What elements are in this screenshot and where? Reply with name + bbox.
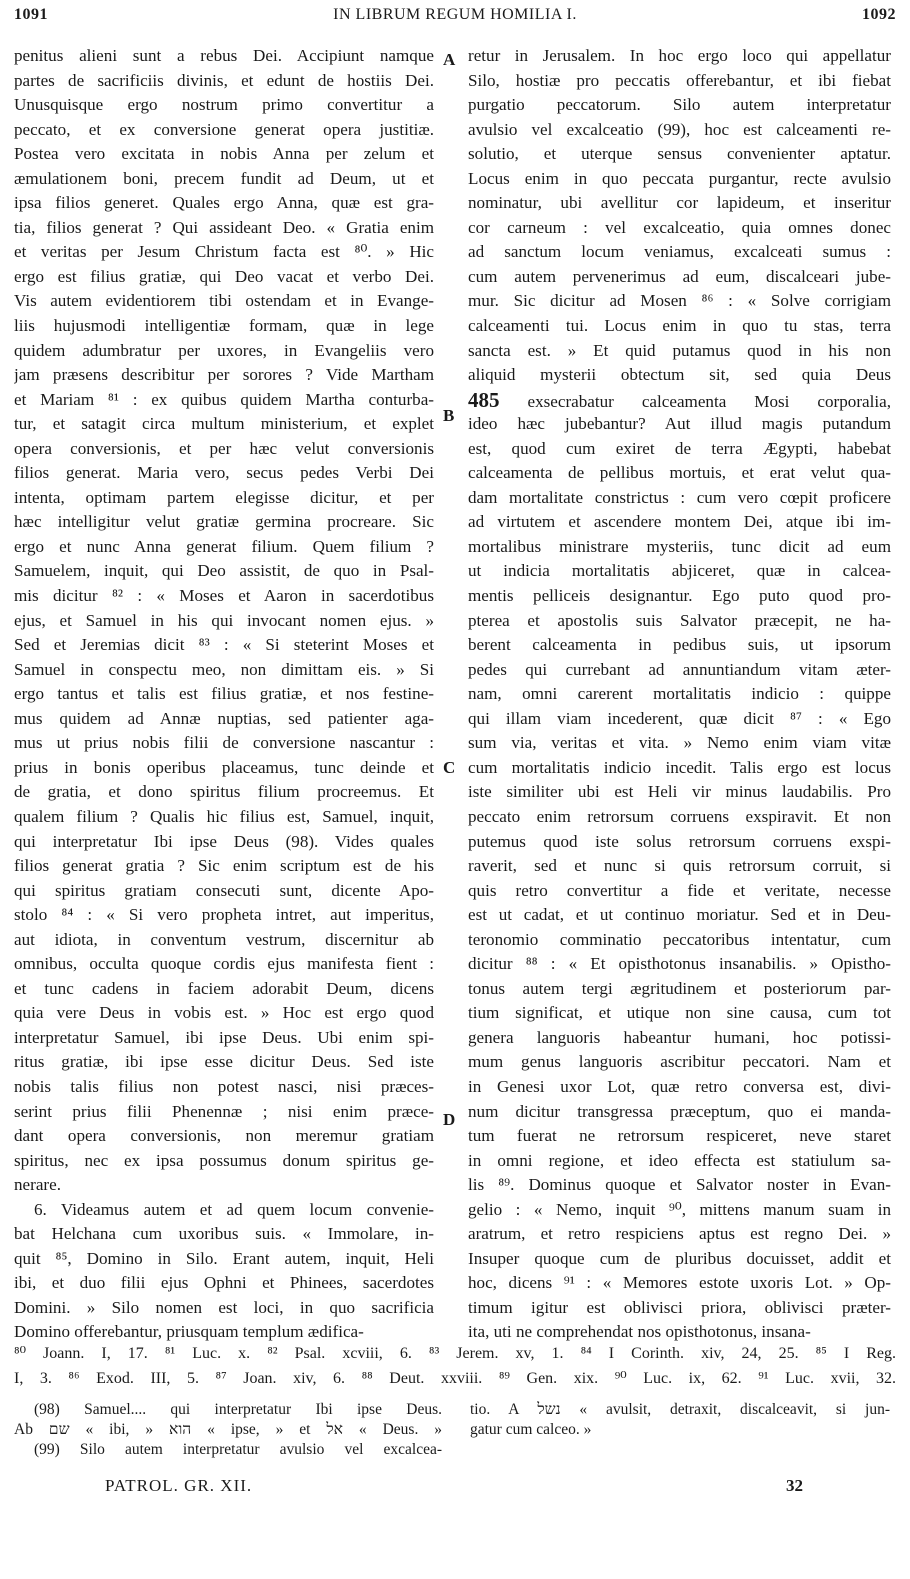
text-line: dicitur ⁸⁸ : « Et opisthotonus insanabilis. » Opistho- (468, 954, 891, 974)
text-line: ergo et nunc Anna generat filium. Quem filium ? (14, 536, 434, 556)
text-line: ibi, et duo filii ejus Ophni et Phinees, sacerdotes (14, 1273, 434, 1293)
text-line: Samuelem, inquit, qui Deo assistit, de quo in Psal- (14, 561, 434, 581)
text-line: tium significat, et utique non sine causa, cum tot (468, 1003, 891, 1023)
text-line: quia vere Deus in vobis est. » Hoc est ergo quod (14, 1003, 434, 1023)
column-number-inline: 485 (468, 387, 500, 412)
text-line: berent calceamenta in pedibus suis, ut ipsorum (468, 635, 891, 655)
text-line: Ab שם « ibi, » הוא « ipse, » et אל « Deus. » (14, 1421, 442, 1438)
page-number: 32 (786, 1476, 803, 1495)
text-line: Sed et Jeremias dicit ⁸³ : « Si steterint Moses et (14, 635, 434, 655)
text-line: dam mortalitate constrictus : cum vero cœpit proficere (468, 487, 891, 507)
text-line: stolo ⁸⁴ : « Si vero propheta intret, aut imperitus, (14, 905, 434, 925)
text-line: qui illam viam incederent, quæ dicit ⁸⁷ : « Ego (468, 708, 891, 728)
text-line: timum igitur est oblivisci priora, oblivisci præter- (468, 1297, 891, 1317)
text-line: calceamenti tui. Locus enim in quo tu stas, terra (468, 316, 891, 336)
text-line: liis hujusmodi intelligentiæ formam, quæ in lege (14, 316, 434, 336)
text-line: peccato enim retrorsum corruens exspiravit. Et non (468, 806, 891, 826)
text-line: Unusquisque ergo nostrum primo convertitur a (14, 95, 434, 115)
text-line: qui interpretatur Ibi ipse Deus (98). Vides quales (14, 831, 434, 851)
text-line: Domini. » Silo nomen est loci, in quo sacrificia (14, 1297, 434, 1317)
text-line: mus ut prius nobis filii de conversione nascantur : (14, 733, 434, 753)
text-line: ut indicia mortalitatis abjiceret, quæ in calcea- (468, 561, 891, 581)
text-line: aratrum, et retro respiciens aptus est regno Dei. » (468, 1224, 891, 1244)
text-line: et Mariam ⁸¹ : ex quibus quidem Martha conturba- (14, 389, 434, 409)
text-line: Domino offerebantur, priusquam templum ædifica- (14, 1322, 364, 1342)
text-line: interpretatur Samuel, ibi ipse Deus. Ubi enim spi- (14, 1027, 434, 1047)
text-line: mus quidem ad Annæ nuptias, sed patienter aga- (14, 708, 434, 728)
text-line: peccato, et ex conversione generat opera justitiæ. (14, 119, 434, 139)
text-line: cum mortalitatis indicio incedit. Talis ergo est locus (468, 757, 891, 777)
text-line: cor carneum : vel excalceatio, quia omnes donec (468, 217, 891, 237)
text-line: æmulationem boni, precem fundit ad Deum, ut et (14, 168, 434, 188)
text-line: retur in Jerusalem. In hoc ergo loco qui appellatur (468, 46, 891, 65)
text-line: tia, filios generat ? Qui assideant Deo. « Gratia enim (14, 217, 434, 237)
text-line: aliquid mysterii obtectum sit, sed quia Deus (468, 365, 891, 385)
text-line: ita, uti ne comprehendat nos opisthotonus, insana- (468, 1322, 811, 1342)
text-line: Silo, hostiæ pro peccatis offerebantur, et ibi fiebat (468, 70, 891, 90)
text-line: sancta est. » Et quid putamus quod in his non (468, 340, 891, 360)
text-line: nominatur, ubi avellitur cor lapideum, et inseritur (468, 193, 891, 213)
running-title: IN LIBRUM REGUM HOMILIA I. (333, 6, 577, 23)
text-line: mum genus languoris ascribitur peccatori. Nam et (468, 1052, 891, 1072)
text-line: filios generat gratia ? Sic enim scriptum est de his (14, 856, 434, 876)
text-line: et veritas per Jesum Christum facta est ⁸⁰. » Hic (14, 242, 434, 262)
text-line: (99) Silo autem interpretatur avulsio vel excalcea- (34, 1441, 442, 1458)
text-line: putemus quod iste solus retrorsum corruens exspi- (468, 831, 891, 851)
text-line: raverit, sed et nunc si quis retrorsum corruit, si (468, 856, 891, 876)
text-line: Vis autem evidentiorem tibi ostendam et in Evange- (14, 291, 434, 311)
footnotes-right (470, 1400, 890, 1440)
text-line: ipsa filios generet. Quales ergo Anna, quæ est gra- (14, 193, 434, 213)
text-line: cum autem pervenerimus ad eum, discalceari jube- (468, 266, 891, 286)
text-line: gelio : « Nemo, inquit ⁹⁰, mittens manum suam in (468, 1199, 891, 1219)
text-line: ergo est filius gratiæ, qui Deo vacat et verbo Dei. (14, 266, 434, 286)
text-line: genera languoris habeantur humani, hoc potissi- (468, 1027, 891, 1047)
text-line: num dicitur transgressa præceptum, quo ei manda- (468, 1101, 891, 1121)
text-line: 485 exsecrabatur calceamenta Mosi corporalia, (468, 387, 891, 412)
text-line: teronomio comminatio peccatoribus intentatur, cum (468, 929, 891, 949)
text-line: Insuper quoque cum de pluribus docuisset, addit et (468, 1248, 891, 1268)
text-line: nerare. (14, 1175, 61, 1195)
text-line: nobis talis filius non potest nasci, nisi præces- (14, 1076, 434, 1096)
scripture-references (14, 1342, 896, 1391)
text-line: penitus alieni sunt a rebus Dei. Accipiunt namque (14, 46, 434, 65)
text-line: solutio, et uterque sensus convenienter aptatur. (468, 144, 891, 164)
text-line: mis dicitur ⁸² : « Moses et Aaron in sacerdotibus (14, 586, 434, 606)
text-line: ejus, et Samuel in his qui invocant nomen ejus. » (14, 610, 434, 630)
margin-mark-a: A (443, 50, 456, 69)
text-line: tum fuerat ne retrorsum respiceret, neve staret (468, 1126, 891, 1146)
text-line: ad virtutem et ascendere montem Dei, atque ibi im- (468, 512, 891, 532)
text-line: mentis pelliceis designantur. Ego puto quod pro- (468, 586, 891, 606)
text-line: in omni regione, et ideo effecta est statiulum sa- (468, 1150, 891, 1170)
text-line: jam præsens describitur per sorores ? Vide Martham (14, 365, 434, 385)
running-header (14, 6, 896, 32)
text-line: ⁸⁰ Joann. I, 17. ⁸¹ Luc. x. ⁸² Psal. xcviii, 6. ⁸³ Jerem. xv, 1. ⁸⁴ I Corinth. xiv, 24, 25. ⁸⁵ I Reg. (14, 1345, 896, 1362)
text-line: qui spiritus gratiam consecuti sunt, dicente Apo- (14, 880, 434, 900)
text-line: tonus autem tergi ægritudinem et posteriorum par- (468, 978, 891, 998)
text-line: mortalibus ministrare mysteriis, tunc dicit ad eum (468, 536, 891, 556)
text-line: nam, omni carerent mortalitatis indicio : quippe (468, 684, 891, 704)
text-line: (98) Samuel.... qui interpretatur Ibi ipse Deus. (34, 1401, 442, 1418)
text-line: calceamenta de pellibus mortuis, et erat velut qua- (468, 463, 891, 483)
text-line: ergo tantus et talis est filius gratiæ, et nos festine- (14, 684, 434, 704)
text-line: intenta, optimam partem elegisse dicitur, et per (14, 487, 434, 507)
text-line: dant opera conversionis, non meremur gratiam (14, 1126, 434, 1146)
text-line: pedes qui currebant ad annuntiandum vitam æter- (468, 659, 891, 679)
margin-mark-c: C (443, 758, 456, 777)
footnotes-left (14, 1400, 442, 1460)
text-line: hoc, dicens ⁹¹ : « Memores estote uxoris Lot. » Op- (468, 1273, 891, 1293)
text-line: in Genesi uxor Lot, quæ retro conversa est, divi- (468, 1076, 891, 1096)
text-line: sum via, veritas et vita. » Nemo enim viam vitæ (468, 733, 891, 753)
text-line: spiritus, nec ex ipsa possumus donum spiritus ge- (14, 1150, 434, 1170)
text-line: partes de sacrificiis divinis, et edunt de hostiis Dei. (14, 70, 434, 90)
text-line: opera conversionis, et per hæc velut conversionis (14, 438, 434, 458)
text-line: Locus enim in quo peccata purgantur, recte avulsio (468, 168, 891, 188)
text-line: mur. Sic dicitur ad Mosen ⁸⁶ : « Solve corrigiam (468, 291, 891, 311)
text-line: I, 3. ⁸⁶ Exod. III, 5. ⁸⁷ Joan. xiv, 6. ⁸⁸ Deut. xxviii. ⁸⁹ Gen. xix. ⁹⁰ Luc. ix, 62. ⁹¹ Luc. xvii, 32. (14, 1369, 896, 1387)
text-line: quidem adumbratur per uxores, in Evangeliis vero (14, 340, 434, 360)
text-line: ad sanctum locum veniamus, excalceati sumus : (468, 242, 891, 262)
text-line: Postea vero excitata in nobis Anna per zelum et (14, 144, 434, 164)
text-line: et tunc cadens in faciem adorabit Deum, dicens (14, 978, 434, 998)
text-line: pterea et apostolis suis Salvator præcepit, ne ha- (468, 610, 891, 630)
text-line: est, quod cum exiret de terra Ægypti, habebat (468, 438, 891, 458)
left-text-column (14, 44, 434, 1345)
left-column-number: 1091 (14, 6, 48, 23)
signature-mark: PATROL. GR. XII. (105, 1476, 253, 1495)
text-line: Samuel in conspectu meo, non dimittam eis. » Si (14, 659, 434, 679)
text-line: 6. Videamus autem et ad quem locum convenie- (34, 1199, 434, 1219)
text-line: purgatio peccatorum. Silo autem interpretatur (468, 95, 891, 115)
right-column-number: 1092 (862, 6, 896, 23)
text-line: hæc intelligitur velut gratiæ germina procreare. Sic (14, 512, 434, 532)
text-line: prius in bonis operibus placeamus, tunc deinde et (14, 757, 434, 777)
text-line: ideo hæc jubebantur? Aut illud magis putandum (468, 414, 891, 434)
margin-mark-d: D (443, 1110, 456, 1129)
text-line: filios generat. Maria vero, secus pedes Verbi Dei (14, 463, 434, 483)
text-line: tio. A נשל « avulsit, detraxit, discalceavit, si jun- (470, 1401, 890, 1418)
text-line: serint prius filii Phenennæ ; nisi enim præce- (14, 1101, 434, 1121)
text-line: iste similiter ubi est Heli vir minus laudabilis. Pro (468, 782, 891, 802)
text-line: qualem filium ? Qualis hic filius est, Samuel, inquit, (14, 806, 434, 826)
text-line: quit ⁸⁵, Domino in Silo. Erant autem, inquit, Heli (14, 1248, 434, 1268)
text-line: omnibus, occulta quoque cordis ejus manifesta fient : (14, 954, 434, 974)
text-line: avulsio vel excalceatio (99), hoc est calceamenti re- (468, 119, 891, 139)
right-text-column (468, 44, 891, 1345)
text-line: aut idiota, in conventum vestrum, discernitur ab (14, 929, 434, 949)
margin-mark-b: B (443, 406, 455, 425)
text-line: bat Helchana cum uxoribus suis. « Immolare, in- (14, 1224, 434, 1244)
text-line: lis ⁸⁹. Dominus quoque et Salvator noster in Evan- (468, 1175, 891, 1195)
text-line: de gratia, et dono spiritus filium procreemus. Et (14, 782, 434, 802)
text-line: gatur cum calceo. » (470, 1421, 592, 1438)
text-line: quis retro convertitur a fide et veritate, necesse (468, 880, 891, 900)
text-line: est ut cadat, et ut continuo moriatur. Sed et in Deu- (468, 905, 891, 925)
text-line: ritus gratiæ, ibi ipse esse dicitur Deus. Sed iste (14, 1052, 434, 1072)
text-line: tur, et satagit circa multum ministerium, et explet (14, 414, 434, 434)
